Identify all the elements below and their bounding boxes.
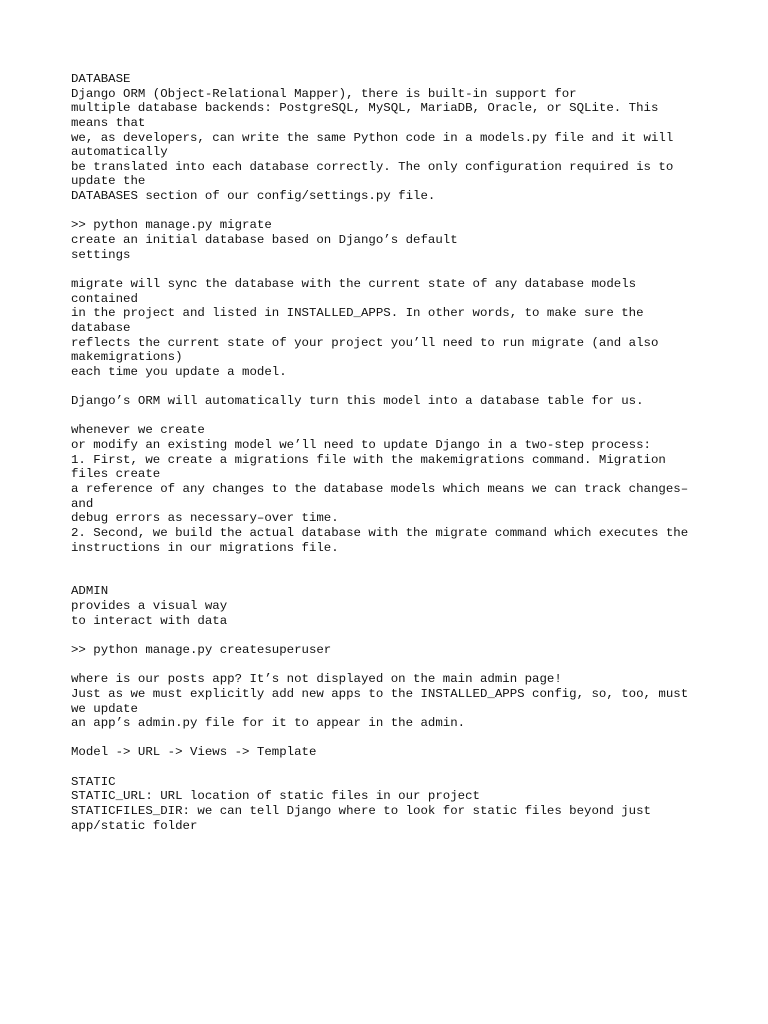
- text-line: Django’s ORM will automatically turn this model into a database table for us.: [71, 394, 644, 409]
- text-line: makemigrations): [71, 350, 183, 365]
- text-line: 2. Second, we build the actual database with the migrate command which executes the: [71, 525, 689, 540]
- blank-line: [71, 555, 741, 570]
- blank-line: [71, 379, 741, 394]
- text-line: or modify an existing model we’ll need to update Django in a two-step process:: [71, 438, 651, 453]
- text-line: be translated into each database correctly. The only configuration required is to: [71, 159, 674, 174]
- text-line: STATICFILES_DIR: we can tell Django where to look for static files beyond just: [71, 804, 651, 819]
- text-line: reflects the current state of your project you’ll need to run migrate (and also: [71, 335, 659, 350]
- text-line: an app’s admin.py file for it to appear in the admin.: [71, 716, 466, 731]
- text-line: DATABASES section of our config/settings.py file.: [71, 189, 436, 204]
- blank-line: [71, 658, 741, 673]
- text-line: automatically: [71, 145, 168, 160]
- text-line: Django ORM (Object-Relational Mapper), there is built-in support for: [71, 86, 577, 101]
- text-line: database: [71, 320, 131, 335]
- text-line: app/static folder: [71, 818, 198, 833]
- text-line: >> python manage.py createsuperuser: [71, 642, 332, 657]
- text-line: and: [71, 496, 94, 511]
- text-line: we update: [71, 701, 138, 716]
- text-line: to interact with data: [71, 613, 228, 628]
- blank-line: [71, 409, 741, 424]
- text-line: STATIC: [71, 774, 116, 789]
- blank-line: [71, 262, 741, 277]
- text-line: means that: [71, 115, 146, 130]
- text-line: Model -> URL -> Views -> Template: [71, 745, 317, 760]
- document-page: [71, 72, 741, 833]
- text-line: a reference of any changes to the database models which means we can track changes–: [71, 481, 689, 496]
- blank-line: [71, 760, 741, 775]
- blank-line: [71, 204, 741, 219]
- blank-line: [71, 570, 741, 585]
- text-line: debug errors as necessary–over time.: [71, 511, 339, 526]
- text-line: instructions in our migrations file.: [71, 540, 339, 555]
- text-line: STATIC_URL: URL location of static files in our project: [71, 789, 480, 804]
- text-line: files create: [71, 467, 161, 482]
- text-line: contained: [71, 291, 138, 306]
- text-line: 1. First, we create a migrations file with the makemigrations command. Migration: [71, 452, 666, 467]
- text-line: in the project and listed in INSTALLED_APPS. In other words, to make sure the: [71, 306, 644, 321]
- text-line: ADMIN: [71, 584, 109, 599]
- text-line: Just as we must explicitly add new apps to the INSTALLED_APPS config, so, too, must: [71, 686, 689, 701]
- text-line: where is our posts app? It’s not displayed on the main admin page!: [71, 672, 562, 687]
- text-line: update the: [71, 174, 146, 189]
- text-line: migrate will sync the database with the current state of any database models: [71, 276, 637, 291]
- text-line: >> python manage.py migrate: [71, 218, 272, 233]
- text-line: settings: [71, 247, 131, 262]
- text-line: create an initial database based on Django’s default: [71, 233, 458, 248]
- text-line: multiple database backends: PostgreSQL, MySQL, MariaDB, Oracle, or SQLite. This: [71, 101, 659, 116]
- text-line: each time you update a model.: [71, 364, 287, 379]
- text-line: whenever we create: [71, 423, 205, 438]
- text-line: we, as developers, can write the same Python code in a models.py file and it will: [71, 130, 674, 145]
- text-line: DATABASE: [71, 72, 131, 86]
- blank-line: [71, 628, 741, 643]
- blank-line: [71, 731, 741, 746]
- text-line: provides a visual way: [71, 599, 228, 614]
